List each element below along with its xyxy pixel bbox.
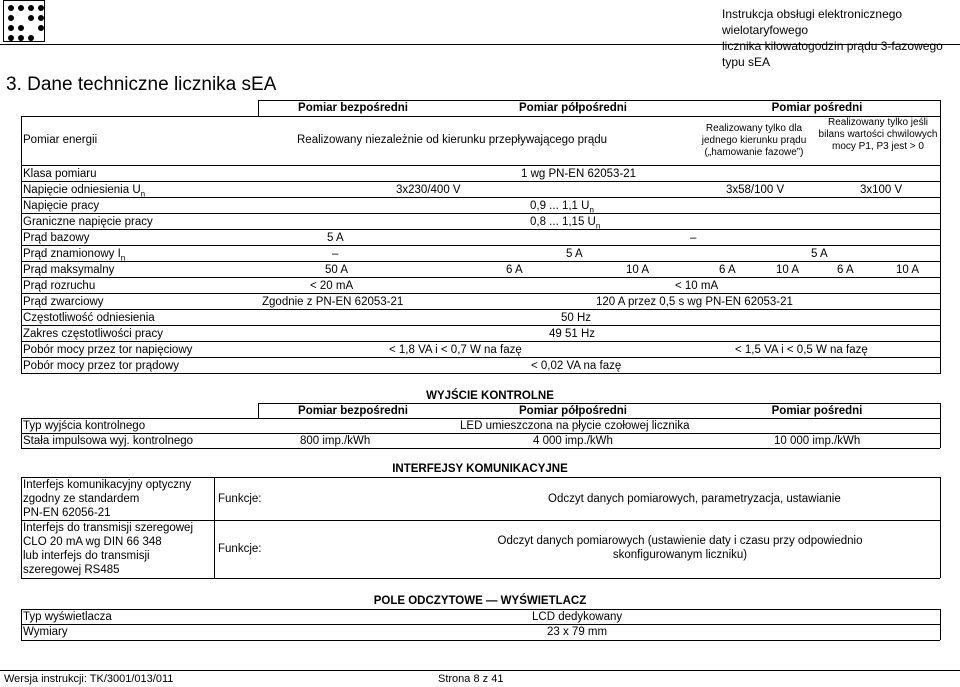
value-voltage-power-1: < 1,8 VA i < 0,7 W na fazę [389, 344, 522, 356]
value-max-current-3: 10 A [626, 264, 650, 276]
value-ref-voltage-1: 3x230/400 V [396, 184, 461, 196]
value-short-current-2: 120 A przez 0,5 s wg PN-EN 62053-21 [596, 296, 793, 308]
iface1-functions-label: Funkcje: [218, 493, 262, 505]
iface1-line-1: Interfejs komunikacyjny optyczny [23, 479, 192, 491]
value-dimensions: 23 x 79 mm [547, 626, 608, 638]
col-semi-indirect: Pomiar półpośredni [519, 102, 627, 114]
value-frequency-range: 49 51 Hz [549, 328, 596, 340]
t2-col-indirect: Pomiar pośredni [771, 405, 863, 417]
header-line-2: licznika kilowatogodzin prądu 3-fazowego typu sEA [722, 39, 943, 69]
energy-one-direction: Realizowany tylko dla jednego kierunku prądu („hamowanie fazowe”) [701, 123, 807, 158]
value-class: 1 wg PN-EN 62053-21 [521, 168, 637, 180]
value-start-current-2: < 10 mA [675, 280, 719, 292]
value-short-current-1: Zgodnie z PN-EN 62053-21 [262, 296, 404, 308]
label-start-current: Prąd rozruchu [23, 280, 96, 292]
header-line-1: Instrukcja obsługi elektronicznego wielotaryfowego [722, 7, 903, 37]
value-ref-frequency: 50 Hz [561, 312, 592, 324]
footer-page-number: Strona 8 z 41 [438, 673, 504, 685]
t2-col-direct: Pomiar bezpośredni [298, 405, 408, 417]
value-base-current-1: 5 A [327, 232, 344, 244]
iface2-functions-1: Odczyt danych pomiarowych (ustawienie daty i czasu przy odpowiednio [497, 535, 863, 547]
iface2-functions-label: Funkcje: [218, 543, 262, 555]
iface2-line-3: lub interfejs do transmisji [23, 550, 150, 562]
value-rated-current-1: – [332, 248, 339, 260]
t2-col-semi-indirect: Pomiar półpośredni [519, 405, 627, 417]
label-pulse-constant: Stała impulsowa wyj. kontrolnego [23, 435, 194, 447]
iface1-functions: Odczyt danych pomiarowych, parametryzacja, ustawianie [548, 493, 841, 505]
label-voltage-power: Pobór mocy przez tor napięciowy [23, 344, 193, 356]
value-max-current-4: 6 A [719, 264, 736, 276]
value-ref-voltage-3: 3x100 V [860, 184, 903, 196]
energy-balance: Realizowany tylko jeśli bilans wartości chwilowych mocy P1, P3 jest > 0 [818, 117, 938, 152]
label-dimensions: Wymiary [23, 626, 68, 638]
footer-rule [0, 670, 960, 671]
display-title: POLE ODCZYTOWE — WYŚWIETLACZ [373, 595, 587, 607]
iface1-line-3: PN-EN 62056-21 [23, 507, 111, 519]
label-class: Klasa pomiaru [23, 168, 97, 180]
footer-version: Wersja instrukcji: TK/3001/013/011 [4, 673, 174, 685]
iface1-line-2: zgodny ze standardem [23, 493, 140, 505]
value-display-type: LCD dedykowany [532, 611, 623, 623]
label-base-current: Prąd bazowy [23, 232, 90, 244]
label-output-type: Typ wyjścia kontrolnego [23, 420, 146, 432]
col-indirect: Pomiar pośredni [771, 102, 863, 114]
interfaces-title: INTERFEJSY KOMUNIKACYJNE [392, 463, 568, 475]
label-current-power: Pobór mocy przez tor prądowy [23, 360, 179, 372]
value-rated-current-2: 5 A [566, 248, 583, 260]
value-current-power: < 0,02 VA na fazę [531, 360, 622, 372]
value-pulse-constant-2: 4 000 imp./kWh [533, 435, 613, 447]
value-start-current-1: < 20 mA [310, 280, 354, 292]
value-max-current-1: 50 A [325, 264, 349, 276]
label-display-type: Typ wyświetlacza [23, 611, 112, 623]
value-limit-voltage: 0,8 ... 1,15 $U_n$ [530, 216, 601, 231]
iface2-functions-2: skonfigurowanym liczniku) [612, 549, 748, 561]
value-output-type: LED umieszczona na płycie czołowej licznika [460, 420, 690, 432]
label-short-current: Prąd zwarciowy [23, 296, 104, 308]
label-frequency-range: Zakres częstotliwości pracy [23, 328, 163, 340]
value-pulse-constant-3: 10 000 imp./kWh [774, 435, 861, 447]
label-work-voltage: Napięcie pracy [23, 200, 100, 212]
label-max-current: Prąd maksymalny [23, 264, 115, 276]
label-rated-current: Prąd znamionowy $I_n$ [23, 248, 126, 263]
iface2-line-1: Interfejs do transmisji szeregowej [23, 522, 194, 534]
value-ref-voltage-2: 3x58/100 V [726, 184, 785, 196]
value-rated-current-3: 5 A [811, 248, 828, 260]
iface2-line-2: CLO 20 mA wg DIN 66 348 [23, 536, 162, 548]
energy-any-direction: Realizowany niezależnie od kierunku przepływającego prądu [297, 134, 608, 146]
value-pulse-constant-1: 800 imp./kWh [300, 435, 371, 447]
value-work-voltage: 0,9 ... 1,1 $U_n$ [530, 200, 594, 215]
value-max-current-2: 6 A [506, 264, 523, 276]
value-base-current-2: – [690, 232, 697, 244]
value-max-current-5: 10 A [776, 264, 800, 276]
value-max-current-7: 10 A [896, 264, 920, 276]
label-ref-voltage: Napięcie odniesienia $U_n$ [23, 184, 146, 199]
label-limit-voltage: Graniczne napięcie pracy [23, 216, 153, 228]
value-voltage-power-2: < 1,5 VA i < 0,5 W na fazę [735, 344, 868, 356]
label-energy: Pomiar energii [23, 134, 98, 146]
control-output-title: WYJŚCIE KONTROLNE [426, 390, 554, 402]
label-ref-frequency: Częstotliwość odniesienia [23, 312, 155, 324]
value-max-current-6: 6 A [837, 264, 854, 276]
col-direct: Pomiar bezpośredni [298, 102, 408, 114]
iface2-line-4: szeregowej RS485 [23, 564, 120, 576]
section-title: 3. Dane techniczne licznika sEA [6, 74, 277, 95]
